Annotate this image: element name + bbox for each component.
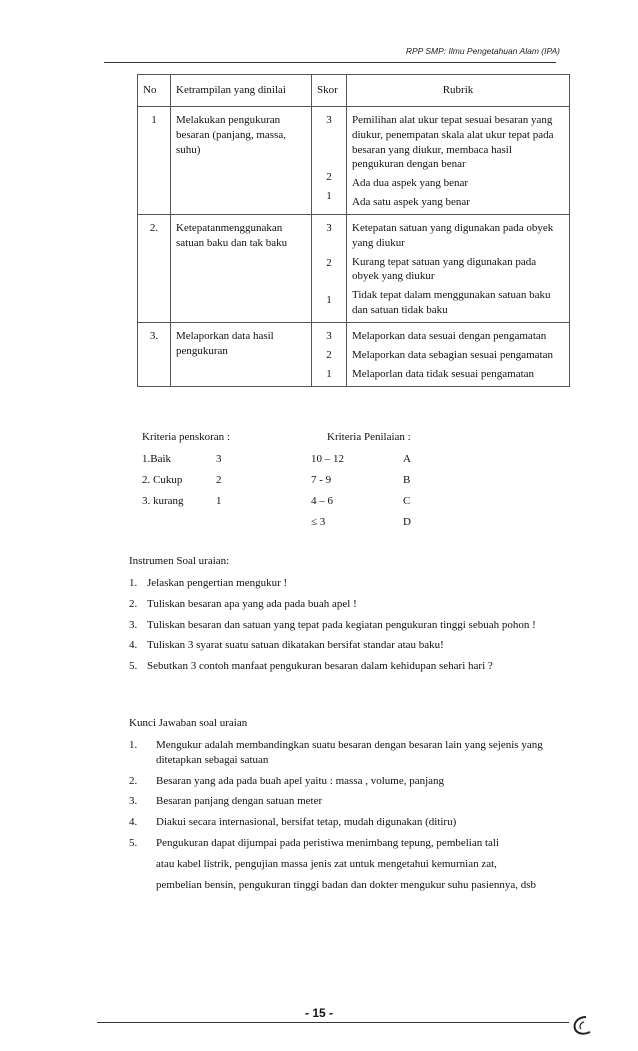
item-text: Besaran panjang dengan satuan meter: [156, 795, 323, 808]
score-value: 1: [326, 293, 332, 306]
rubric-text: Ketepatan satuan yang digunakan pada obyek yang diukur: [352, 221, 554, 249]
row-number: 2.: [138, 214, 171, 322]
grade-letter: C: [403, 495, 411, 507]
rubric-text: Melaporlan data tidak sesuai pengamatan: [352, 367, 535, 380]
header-score: Skor: [312, 75, 347, 107]
criteria-value: 2: [216, 474, 222, 486]
item-number: 3.: [129, 618, 138, 631]
grade-letter: D: [403, 516, 411, 528]
answer-continuation: pembelian bensin, pengukuran tinggi badan dan dokter mengukur suhu pasiennya, dsb: [156, 878, 537, 891]
score-value: 2: [326, 348, 332, 361]
section-title: Instrumen Soal uraian:: [129, 555, 230, 567]
grade-letter: B: [403, 474, 411, 486]
score-value: 3: [326, 221, 332, 234]
row-skill: Melakukan pengukuran besaran (panjang, massa, suhu): [171, 106, 312, 214]
row-scores: [312, 322, 347, 386]
grading-criteria-title: Kriteria Penilaian :: [327, 431, 411, 443]
list-item: [129, 597, 569, 612]
header-skill: Ketrampilan yang dinilai: [171, 75, 312, 107]
row-rubrics: [347, 214, 570, 322]
rubric-text: Melaporkan data sesuai dengan pengamatan: [352, 329, 547, 342]
item-number: 5.: [129, 660, 138, 673]
criteria-value: 3: [216, 453, 222, 465]
answer-continuation: atau kabel listrik, pengujian massa jenis zat untuk mengetahui kemurnian zat,: [156, 857, 497, 870]
section-title: Kunci Jawaban soal uraian: [129, 717, 248, 729]
rubric-text: Pemilihan alat ukur tepat sesuai besaran yang diukur, penempatan skala alat ukur tepat pada besaran yang diukur, membaca hasil pengukuran dengan benar: [352, 113, 554, 171]
criteria-label: 1.Baik: [142, 453, 172, 465]
row-number: 1: [138, 106, 171, 214]
item-number: 4.: [129, 816, 138, 829]
rubric-text: Tidak tepat dalam menggunakan satuan baku dan satuan tidak baku: [352, 289, 551, 317]
item-text: Tuliskan besaran dan satuan yang tepat pada kegiatan pengukuran tinggi sebuah pohon !: [147, 618, 536, 631]
grade-range: 7 - 9: [311, 474, 332, 486]
header-no: No: [138, 75, 171, 107]
list-item: [129, 836, 569, 851]
list-item: [129, 659, 569, 674]
item-number: 1.: [129, 576, 138, 589]
criteria-label: 3. kurang: [142, 495, 184, 507]
grade-range: ≤ 3: [311, 516, 326, 528]
row-scores: [312, 106, 347, 214]
item-number: 3.: [129, 795, 138, 808]
assessment-rubric-table: [137, 74, 570, 387]
header-divider: [104, 62, 556, 63]
answer-key-section: [129, 716, 569, 899]
rubric-text: Ada satu aspek yang benar: [352, 196, 470, 209]
grade-range: 4 – 6: [311, 495, 333, 507]
table-row: [138, 214, 570, 322]
item-text: Jelaskan pengertian mengukur !: [147, 576, 288, 589]
grade-range: 10 – 12: [311, 453, 344, 465]
item-number: 4.: [129, 639, 138, 652]
item-text: Mengukur adalah membandingkan suatu besaran dengan besaran lain yang sejenis yang ditetapkan sebagai satuan: [156, 738, 543, 766]
item-number: 1.: [129, 738, 138, 751]
list-item: [129, 576, 569, 591]
row-rubrics: [347, 322, 570, 386]
row-scores: [312, 214, 347, 322]
criteria-value: 1: [216, 495, 222, 507]
page-curl-icon: [570, 1014, 594, 1041]
criteria-label: 2. Cukup: [142, 474, 183, 486]
rubric-text: Kurang tepat satuan yang digunakan pada obyek yang diukur: [352, 255, 537, 283]
page-number: - 15 -: [304, 1006, 333, 1020]
running-header: RPP SMP: Ilmu Pengetahuan Alam (IPA): [405, 46, 560, 56]
row-rubrics: [347, 106, 570, 214]
score-value: 3: [326, 329, 332, 342]
list-item: [129, 815, 569, 830]
row-skill: Ketepatanmenggunakan satuan baku dan tak baku: [171, 214, 312, 322]
item-text: Diakui secara internasional, bersifat tetap, mudah digunakan (ditiru): [156, 816, 457, 829]
table-header-row: [138, 75, 570, 107]
table-row: [138, 322, 570, 386]
header-rubric: Rubrik: [347, 75, 570, 107]
list-item: [129, 774, 569, 789]
scoring-criteria-title: Kriteria penskoran :: [142, 431, 230, 443]
score-value: 2: [326, 170, 332, 183]
score-value: 2: [326, 256, 332, 269]
grade-letter: A: [403, 453, 411, 465]
rubric-text: Ada dua aspek yang benar: [352, 177, 469, 190]
item-text: Pengukuran dapat dijumpai pada peristiwa menimbang tepung, pembelian tali: [156, 837, 500, 850]
item-text: Tuliskan besaran apa yang ada pada buah apel !: [147, 597, 357, 610]
score-value: 3: [326, 113, 332, 126]
list-item: [129, 618, 569, 633]
rubric-text: Melaporkan data sebagian sesuai pengamatan: [352, 348, 553, 361]
essay-questions-section: [129, 554, 569, 680]
score-value: 1: [326, 189, 332, 202]
item-number: 2.: [129, 597, 138, 610]
item-text: Tuliskan 3 syarat suatu satuan dikatakan bersifat standar atau baku!: [147, 639, 444, 652]
table-row: [138, 106, 570, 214]
item-text: Besaran yang ada pada buah apel yaitu : massa , volume, panjang: [156, 774, 445, 787]
item-text: Sebutkan 3 contoh manfaat pengukuran besaran dalam kehidupan sehari hari ?: [147, 660, 493, 673]
footer-divider: [97, 1022, 569, 1023]
row-number: 3.: [138, 322, 171, 386]
score-value: 1: [326, 367, 332, 380]
item-number: 2.: [129, 774, 138, 787]
row-skill: Melaporkan data hasil pengukuran: [171, 322, 312, 386]
list-item: [129, 638, 569, 653]
list-item: [129, 794, 569, 809]
item-number: 5.: [129, 837, 138, 850]
list-item: [129, 738, 569, 768]
